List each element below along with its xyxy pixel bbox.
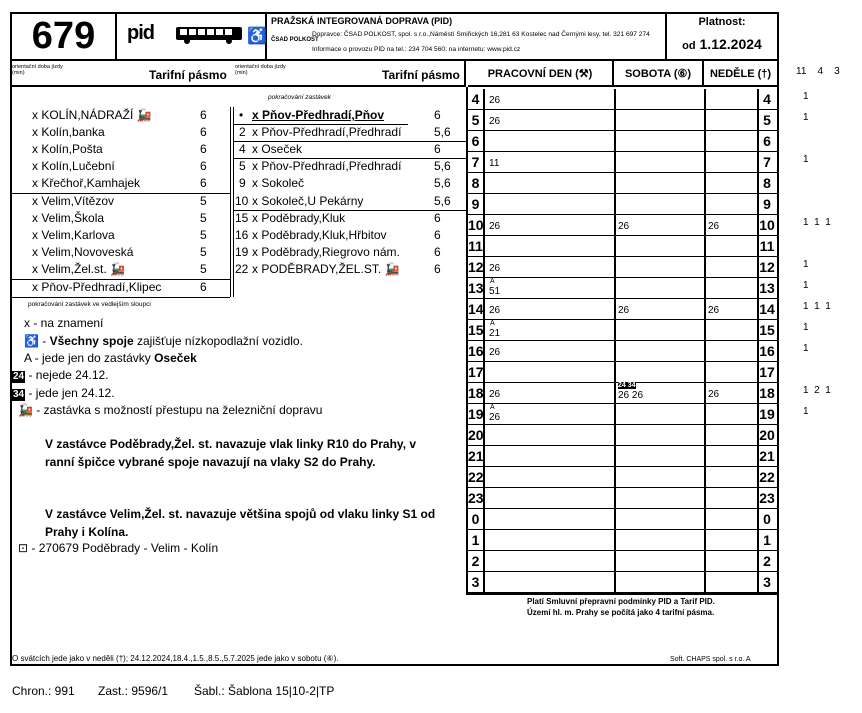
hour-label-left: 15 (468, 320, 484, 341)
timetable-row (468, 131, 777, 152)
hour-label-right: 17 (759, 364, 775, 380)
grid-line (484, 215, 485, 236)
hour-label-right: 3 (763, 574, 771, 590)
grid-line (614, 131, 616, 152)
grid-line (614, 404, 616, 425)
grid-line (484, 362, 485, 383)
operator-box (267, 14, 667, 59)
grid-line (614, 278, 616, 299)
workday-minutes: 51 (489, 286, 501, 297)
grid-line (484, 383, 485, 404)
zone-right: 6 (434, 245, 441, 259)
zone-right: 6 (434, 142, 441, 156)
grid-line (704, 110, 706, 131)
validity-box (667, 14, 777, 59)
timetable-row (468, 572, 777, 593)
departure-note-mark: A (490, 278, 495, 285)
timetable-row (468, 383, 777, 404)
totals-header: 11 4 3 (796, 66, 840, 77)
stop-left: x Kolín,Lučební (32, 159, 115, 173)
grid-line (704, 530, 706, 551)
time-right: 15 (235, 211, 249, 225)
hour-label-left: 19 (468, 404, 484, 425)
departure-note-mark: A (490, 320, 495, 327)
brand-box (117, 14, 267, 59)
grid-line (704, 299, 706, 320)
grid-line (484, 530, 485, 551)
grid-line (614, 215, 616, 236)
timetable-row (468, 320, 777, 341)
grid-line (484, 341, 485, 362)
operator-logo: ČSAD POLKOST (271, 37, 319, 43)
legend-wheelchair: ♿ - Všechny spoje zajišťuje nízkopodlažní vozidlo. (24, 334, 303, 348)
zone-right: 6 (434, 262, 441, 276)
continuation-right: pokračování zastávek (268, 94, 331, 101)
workday-minutes: 26 (489, 95, 501, 106)
validity-label: Platnost: (698, 16, 746, 28)
grid-line (484, 299, 485, 320)
grid-line (704, 236, 706, 257)
hour-label-right: 19 (759, 406, 775, 422)
time-right: 22 (235, 262, 249, 276)
hour-count: 1 (803, 259, 809, 270)
route-code-icon: ⊡ (18, 541, 29, 555)
timetable-row (468, 257, 777, 278)
zone-left: 5 (200, 262, 207, 276)
grid-line (704, 362, 706, 383)
grid-line (484, 425, 485, 446)
hour-label-left: 20 (468, 425, 484, 446)
saturday-minutes: 26 26 (618, 390, 644, 401)
grid-line (704, 425, 706, 446)
grid-line (614, 446, 616, 467)
stop-left: x Velim,Škola (32, 211, 105, 225)
zone-left: 6 (200, 125, 207, 139)
stop-right: x Poděbrady,Kluk,Hřbitov (252, 228, 387, 242)
hour-count: 1 (803, 91, 809, 102)
footer-divider (12, 664, 777, 665)
validity-date: od 1.12.2024 (682, 36, 762, 52)
hour-label-left: 1 (468, 530, 484, 551)
grid-line (614, 110, 616, 131)
zone-right: 5,6 (434, 194, 451, 208)
stop-right: x PODĚBRADY,ŽEL.ST. 🚂 (252, 262, 400, 276)
grid-line (704, 446, 706, 467)
hour-label-left: 18 (468, 383, 484, 404)
zone-left: 5 (200, 194, 207, 208)
hour-label-right: 4 (763, 91, 771, 107)
stop-left: x Křečhoř,Kamhajek (32, 176, 141, 190)
hour-label-left: 2 (468, 551, 484, 572)
chron-info: Chron.: 991 (12, 684, 75, 698)
hour-label-right: 12 (759, 259, 775, 275)
operator-line1: Dopravce: ČSAD POLKOST, spol. s r.o.,Náměstí Smiřických 16,281 63 Kostelec nad Černými lesy, tel. 321 697 274 (312, 31, 650, 38)
workday-minutes: 26 (489, 412, 501, 423)
time-right: 16 (235, 228, 249, 242)
grid-line (484, 152, 485, 173)
workday-minutes: 26 (489, 116, 501, 127)
hour-count: 1 (803, 406, 809, 417)
timetable-row (468, 446, 777, 467)
grid-line (614, 467, 616, 488)
hour-label-left: 12 (468, 257, 484, 278)
hour-label-right: 22 (759, 469, 775, 485)
zone-left: 6 (200, 280, 207, 294)
stop-right: x Pňov-Předhradí,Předhradí (252, 159, 402, 173)
header (12, 14, 777, 61)
grid-line (614, 530, 616, 551)
workday-minutes: 11 (489, 158, 500, 169)
timetable-frame (10, 12, 779, 666)
stop-right: x Oseček (252, 142, 303, 156)
stop-left: x Kolín,banka (32, 125, 105, 139)
hour-label-left: 10 (468, 215, 484, 236)
hour-label-left: 23 (468, 488, 484, 509)
saturday-header: SOBOTA (⑥) (614, 61, 704, 87)
zone-left: 6 (200, 142, 207, 156)
sunday-minutes: 26 (708, 221, 720, 232)
grid-line (704, 383, 706, 404)
workday-minutes: 26 (489, 389, 501, 400)
timetable-row (468, 551, 777, 572)
wheelchair-icon: ♿ (24, 334, 39, 348)
timetable-row (468, 341, 777, 362)
workday-header: PRACOVNÍ DEN (⚒) (468, 61, 614, 87)
departure-note-mark: A (490, 404, 495, 411)
tariff-line2: Území hl. m. Prahy se počítá jako 4 tarifní pásma. (527, 608, 715, 617)
timetable-row (468, 89, 777, 110)
sunday-header: NEDĚLE (†) (704, 61, 777, 87)
timetable-row (468, 110, 777, 131)
grid-line (614, 257, 616, 278)
stop-right: x Pňov-Předhradí,Předhradí (252, 125, 402, 139)
grid-line (704, 320, 706, 341)
timetable-row (468, 509, 777, 530)
hour-label-left: 16 (468, 341, 484, 362)
zone-right: 6 (434, 228, 441, 242)
saturday-minutes: 26 (618, 305, 630, 316)
grid-line (704, 509, 706, 530)
hour-count: 1 (803, 112, 809, 123)
grid-line (484, 488, 485, 509)
zone-right: 5,6 (434, 176, 451, 190)
time-right: 19 (235, 245, 249, 259)
sunday-minutes: 26 (708, 389, 720, 400)
hour-label-left: 8 (468, 173, 484, 194)
hour-label-right: 9 (763, 196, 771, 212)
hour-label-left: 4 (468, 89, 484, 110)
grid-line (704, 341, 706, 362)
zone-label-left: Tarifní pásmo (149, 68, 227, 82)
grid-line (704, 131, 706, 152)
stop-right: x Poděbrady,Riegrovo nám. (252, 245, 400, 259)
timetable-row (468, 467, 777, 488)
tariff-line1: Platí Smluvní přepravní podmínky PID a Tarif PID. (527, 597, 715, 606)
grid-line (614, 551, 616, 572)
legend-train: 🚂 - zastávka s možností přestupu na železniční dopravu (18, 403, 323, 417)
time-right: 10 (235, 194, 249, 208)
grid-line (484, 551, 485, 572)
grid-line (704, 467, 706, 488)
hour-label-left: 6 (468, 131, 484, 152)
hour-label-right: 20 (759, 427, 775, 443)
grid-line (704, 278, 706, 299)
grid-line (484, 320, 485, 341)
timetable-row (468, 488, 777, 509)
stop-left: x KOLÍN,NÁDRAŽÍ 🚂 (32, 108, 152, 122)
zone-right: 6 (434, 211, 441, 225)
hour-count: 1 2 1 (803, 385, 831, 396)
timetable-grid (468, 89, 777, 593)
separator (233, 107, 234, 297)
time-right: 9 (239, 176, 246, 190)
timetable-row (468, 425, 777, 446)
timetable-row (468, 173, 777, 194)
hour-label-left: 17 (468, 362, 484, 383)
timetable-row (468, 152, 777, 173)
zone-right: 6 (434, 108, 441, 122)
legend-route-code: ⊡ - 270679 Poděbrady - Velim - Kolín (18, 541, 219, 555)
grid-line (614, 383, 616, 404)
bus-icon (175, 26, 245, 44)
train-icon: 🚂 (18, 403, 33, 417)
hour-label-right: 18 (759, 385, 775, 401)
grid-line (484, 467, 485, 488)
operator-title: PRAŽSKÁ INTEGROVANÁ DOPRAVA (PID) (271, 16, 453, 26)
grid-line (614, 509, 616, 530)
grid-line (484, 446, 485, 467)
hour-count: 1 (803, 343, 809, 354)
timetable-row (468, 404, 777, 425)
zone-right: 5,6 (434, 159, 451, 173)
grid-line (614, 194, 616, 215)
grid-line (484, 404, 485, 425)
hour-label-right: 16 (759, 343, 775, 359)
hour-label-right: 21 (759, 448, 775, 464)
hour-label-right: 23 (759, 490, 775, 506)
hour-label-left: 13 (468, 278, 484, 299)
grid-line (484, 89, 485, 110)
workday-minutes: 26 (489, 347, 501, 358)
hour-label-left: 5 (468, 110, 484, 131)
time-right: • (239, 108, 244, 122)
stop-left: x Velim,Karlova (32, 228, 115, 242)
hour-count: 1 (803, 154, 809, 165)
hour-label-right: 11 (759, 238, 775, 254)
grid-line (484, 131, 485, 152)
grid-line (704, 215, 706, 236)
grid-line (484, 257, 485, 278)
grid-line (484, 278, 485, 299)
legend-a: A - jede jen do zastávky Oseček (24, 351, 197, 365)
grid-line (704, 257, 706, 278)
saturday-code-badges: 24 34 (618, 382, 636, 389)
grid-line (614, 320, 616, 341)
separator (230, 107, 231, 297)
stop-left: x Velim,Vítězov (32, 194, 115, 208)
hour-label-left: 3 (468, 572, 484, 593)
zone-left: 6 (200, 108, 207, 122)
grid-line (704, 572, 706, 593)
hour-label-right: 0 (763, 511, 771, 527)
stop-right: x Sokoleč,U Pekárny (252, 194, 364, 208)
grid-line (704, 89, 706, 110)
zone-left: 6 (200, 159, 207, 173)
hour-label-left: 0 (468, 509, 484, 530)
grid-line (484, 194, 485, 215)
time-note-left: orientační doba jízdy (min) (12, 64, 63, 76)
template-info: Šabl.: Šablona 15|10-2|TP (194, 684, 335, 698)
line-number: 679 (12, 14, 117, 59)
grid-line (704, 152, 706, 173)
hour-label-left: 11 (468, 236, 484, 257)
note-podebrady: V zastávce Poděbrady,Žel. st. navazuje vlak linky R10 do Prahy, v ranní špičce vybrané spoje navazují na vlaky S2 do Prahy. (45, 437, 417, 469)
hour-label-right: 15 (759, 322, 775, 338)
zone-right: 5,6 (434, 125, 451, 139)
timetable-row (468, 215, 777, 236)
timetable-row (468, 362, 777, 383)
software-credit: Soft. CHAPS spol. s r.o. A (670, 656, 751, 663)
workday-minutes: 26 (489, 221, 501, 232)
grid-line (484, 509, 485, 530)
grid-line (484, 173, 485, 194)
grid-line (704, 488, 706, 509)
zone-left: 5 (200, 245, 207, 259)
hour-label-right: 13 (759, 280, 775, 296)
wheelchair-icon: ♿ (247, 28, 267, 45)
stop-left: x Pňov-Předhradí,Klipec (32, 280, 162, 294)
time-right: 5 (239, 159, 246, 173)
grid-line (704, 173, 706, 194)
zone-label-right: Tarifní pásmo (382, 68, 460, 82)
grid-line (614, 341, 616, 362)
grid-line (704, 551, 706, 572)
grid-line (614, 362, 616, 383)
legend-34: 34 - jede jen 24.12. (13, 386, 115, 400)
timetable-row (468, 194, 777, 215)
workday-minutes: 26 (489, 305, 501, 316)
grid-line (704, 194, 706, 215)
hour-label-right: 6 (763, 133, 771, 149)
stop-left: x Velim,Novoveská (32, 245, 134, 259)
hour-label-right: 8 (763, 175, 771, 191)
zone-left: 5 (200, 228, 207, 242)
time-note-right: orientační doba jízdy (min) (235, 64, 286, 76)
hour-label-right: 2 (763, 553, 771, 569)
timetable-row (468, 299, 777, 320)
hour-count: 1 1 1 (803, 301, 831, 312)
hour-label-right: 10 (759, 217, 775, 233)
timetable-row (468, 236, 777, 257)
grid-line (614, 236, 616, 257)
stop-right: x Poděbrady,Kluk (252, 211, 346, 225)
grid-line (484, 236, 485, 257)
hour-label-right: 5 (763, 112, 771, 128)
hour-count: 1 1 1 (803, 217, 831, 228)
saturday-minutes: 26 (618, 221, 630, 232)
hour-label-left: 7 (468, 152, 484, 173)
zone-left: 5 (200, 211, 207, 225)
grid-line (484, 110, 485, 131)
stop-info: Zast.: 9596/1 (98, 684, 169, 698)
grid-line (614, 152, 616, 173)
grid-line (614, 89, 616, 110)
time-right: 2 (239, 125, 246, 139)
holiday-note: O svátcích jede jako v neděli (†); 24.12.2024,18.4.,1.5.,8.5.,5.7.2025 jede jako v sobotu (⑥). (12, 654, 339, 663)
timetable-row (468, 278, 777, 299)
time-right: 4 (239, 142, 246, 156)
grid-line (614, 425, 616, 446)
hour-label-left: 22 (468, 467, 484, 488)
left-col-header (12, 61, 235, 87)
separator (12, 297, 230, 298)
hour-label-right: 7 (763, 154, 771, 170)
stop-right: x Pňov-Předhradí,Pňov (252, 108, 385, 122)
hour-label-left: 14 (468, 299, 484, 320)
hour-label-right: 1 (763, 532, 771, 548)
hour-label-right: 14 (759, 301, 775, 317)
legend-24: 24 - nejede 24.12. (13, 368, 109, 382)
hour-label-left: 21 (468, 446, 484, 467)
operator-line2: Informace o provozu PID na tel.: 234 704 560; na internetu: www.pid.cz (312, 46, 521, 53)
grid-line (614, 173, 616, 194)
stop-left: x Kolín,Pošta (32, 142, 103, 156)
hour-label-left: 9 (468, 194, 484, 215)
timetable-row (468, 530, 777, 551)
grid-bottom (466, 593, 777, 595)
hour-count: 1 (803, 280, 809, 291)
grid-line (484, 572, 485, 593)
grid-line (614, 299, 616, 320)
stop-right: x Sokoleč (252, 176, 305, 190)
zone-left: 6 (200, 176, 207, 190)
grid-line (704, 404, 706, 425)
pid-logo: pid (127, 22, 154, 44)
stop-left: x Velim,Žel.st. 🚂 (32, 262, 125, 276)
right-col-header (235, 61, 466, 87)
continuation-left: pokračování zastávek ve vedlejším sloupci (28, 301, 151, 308)
hour-count: 1 (803, 322, 809, 333)
sunday-minutes: 26 (708, 305, 720, 316)
note-velim: V zastávce Velim,Žel. st. navazuje většina spojů od vlaku linky S1 od Prahy i Kolína. (45, 507, 436, 539)
legend-x: x - na znamení (24, 316, 104, 330)
workday-minutes: 21 (489, 328, 501, 339)
workday-minutes: 26 (489, 263, 501, 274)
grid-line (614, 572, 616, 593)
grid-line (614, 488, 616, 509)
